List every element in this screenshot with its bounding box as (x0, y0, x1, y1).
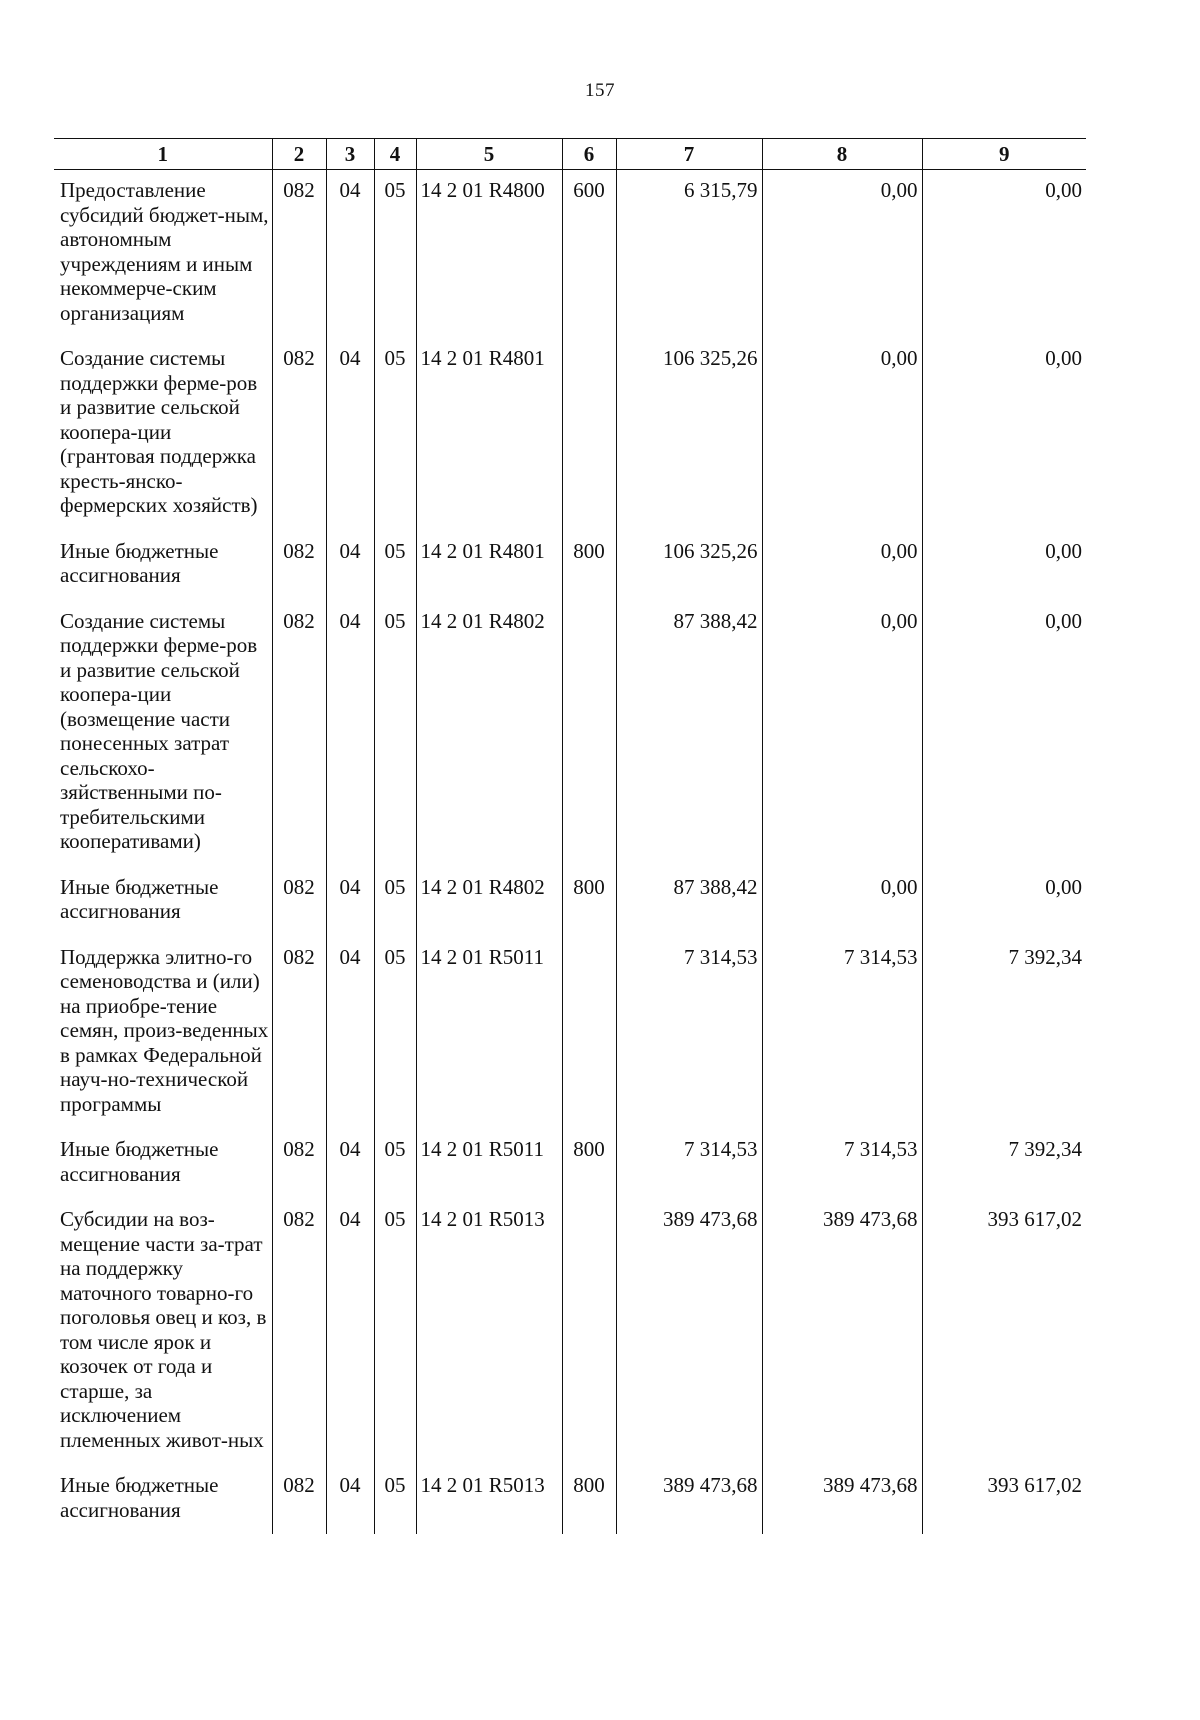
column-header: 5 (416, 139, 562, 170)
cell-col9: 393 617,02 (922, 1199, 1086, 1465)
column-header: 8 (762, 139, 922, 170)
table-row (54, 338, 1086, 531)
table-row (54, 867, 1086, 937)
row-name: Иные бюджетные ассигнования (60, 538, 219, 587)
row-name: Иные бюджетные ассигнования (60, 1473, 219, 1522)
cell-col6: 800 (562, 531, 616, 601)
cell-col9: 7 392,34 (922, 937, 1086, 1130)
cell-col9: 0,00 (922, 601, 1086, 867)
column-header: 3 (326, 139, 374, 170)
cell-col4: 05 (374, 937, 416, 1130)
cell-col9: 0,00 (922, 338, 1086, 531)
cell-col7: 7 314,53 (616, 1129, 762, 1199)
cell-col8: 389 473,68 (762, 1199, 922, 1465)
cell-col4: 05 (374, 1129, 416, 1199)
table-row (54, 170, 1086, 339)
cell-col4: 05 (374, 531, 416, 601)
cell-col2: 082 (272, 937, 326, 1130)
cell-col3: 04 (326, 601, 374, 867)
cell-col7: 106 325,26 (616, 338, 762, 531)
table-row (54, 531, 1086, 601)
cell-col7: 389 473,68 (616, 1199, 762, 1465)
cell-col2: 082 (272, 170, 326, 339)
cell-col5: 14 2 01 R4801 (416, 531, 562, 601)
cell-col2: 082 (272, 1199, 326, 1465)
cell-col6 (562, 937, 616, 1130)
cell-col2: 082 (272, 601, 326, 867)
cell-col3: 04 (326, 338, 374, 531)
cell-col5: 14 2 01 R4801 (416, 338, 562, 531)
row-name: Поддержка элитно-го семеноводства и (или) на приобре-тение семян, произ-веденных в рамках Федеральной науч-но-технической программы (60, 944, 269, 1116)
column-header: 1 (54, 139, 272, 170)
table-header-row (54, 139, 1086, 170)
cell-col5: 14 2 01 R5013 (416, 1199, 562, 1465)
cell-col2: 082 (272, 531, 326, 601)
cell-col7: 389 473,68 (616, 1465, 762, 1534)
cell-col7: 87 388,42 (616, 867, 762, 937)
cell-col8: 0,00 (762, 601, 922, 867)
cell-col6: 800 (562, 1465, 616, 1534)
cell-col8: 0,00 (762, 338, 922, 531)
cell-col3: 04 (326, 1199, 374, 1465)
cell-col2: 082 (272, 867, 326, 937)
cell-col6: 600 (562, 170, 616, 339)
cell-col2: 082 (272, 338, 326, 531)
row-name: Создание системы поддержки ферме-ров и развитие сельской коопера-ции (грантовая поддержка кресть-янско-фермерских хозяйств) (60, 346, 258, 517)
cell-col5: 14 2 01 R5013 (416, 1465, 562, 1534)
row-name: Субсидии на воз-мещение части за-трат на поддержку маточного товарно-го поголовья овец и коз, в том числе ярок и козочек от года и старше, за исключением племенных живот-ных (60, 1207, 267, 1452)
cell-col7: 87 388,42 (616, 601, 762, 867)
cell-col3: 04 (326, 1129, 374, 1199)
cell-col9: 0,00 (922, 531, 1086, 601)
cell-col7: 106 325,26 (616, 531, 762, 601)
page-number: 157 (585, 80, 615, 101)
cell-col9: 7 392,34 (922, 1129, 1086, 1199)
cell-col8: 389 473,68 (762, 1465, 922, 1534)
cell-col3: 04 (326, 170, 374, 339)
cell-col5: 14 2 01 R5011 (416, 1129, 562, 1199)
cell-col3: 04 (326, 531, 374, 601)
cell-col8: 0,00 (762, 170, 922, 339)
cell-col8: 0,00 (762, 867, 922, 937)
cell-col6 (562, 338, 616, 531)
table-row (54, 1129, 1086, 1199)
column-header: 2 (272, 139, 326, 170)
cell-col9: 0,00 (922, 170, 1086, 339)
row-name: Иные бюджетные ассигнования (60, 1137, 219, 1186)
budget-table (54, 138, 1086, 1534)
row-name: Иные бюджетные ассигнования (60, 874, 219, 923)
cell-col3: 04 (326, 937, 374, 1130)
cell-col6: 800 (562, 867, 616, 937)
cell-col3: 04 (326, 1465, 374, 1534)
column-header: 9 (922, 139, 1086, 170)
table-row (54, 1465, 1086, 1534)
cell-col5: 14 2 01 R4800 (416, 170, 562, 339)
row-name: Предоставление субсидий бюджет-ным, автономным учреждениям и иным некоммерче-ским организациям (60, 178, 269, 325)
cell-col4: 05 (374, 867, 416, 937)
column-header: 6 (562, 139, 616, 170)
cell-col4: 05 (374, 1465, 416, 1534)
cell-col8: 0,00 (762, 531, 922, 601)
cell-col2: 082 (272, 1129, 326, 1199)
cell-col9: 393 617,02 (922, 1465, 1086, 1534)
cell-col5: 14 2 01 R4802 (416, 601, 562, 867)
cell-col2: 082 (272, 1465, 326, 1534)
cell-col6: 800 (562, 1129, 616, 1199)
table-row (54, 601, 1086, 867)
cell-col4: 05 (374, 1199, 416, 1465)
cell-col5: 14 2 01 R5011 (416, 937, 562, 1130)
cell-col5: 14 2 01 R4802 (416, 867, 562, 937)
cell-col8: 7 314,53 (762, 1129, 922, 1199)
cell-col4: 05 (374, 338, 416, 531)
cell-col6 (562, 601, 616, 867)
cell-col7: 7 314,53 (616, 937, 762, 1130)
cell-col4: 05 (374, 170, 416, 339)
cell-col7: 6 315,79 (616, 170, 762, 339)
column-header: 7 (616, 139, 762, 170)
row-name: Создание системы поддержки ферме-ров и развитие сельской коопера-ции (возмещение части понесенных затрат сельскохо-зяйственными по-требительскими кооперативами) (60, 608, 258, 853)
table-row (54, 937, 1086, 1130)
cell-col9: 0,00 (922, 867, 1086, 937)
cell-col8: 7 314,53 (762, 937, 922, 1130)
cell-col4: 05 (374, 601, 416, 867)
cell-col6 (562, 1199, 616, 1465)
column-header: 4 (374, 139, 416, 170)
cell-col3: 04 (326, 867, 374, 937)
table-row (54, 1199, 1086, 1465)
